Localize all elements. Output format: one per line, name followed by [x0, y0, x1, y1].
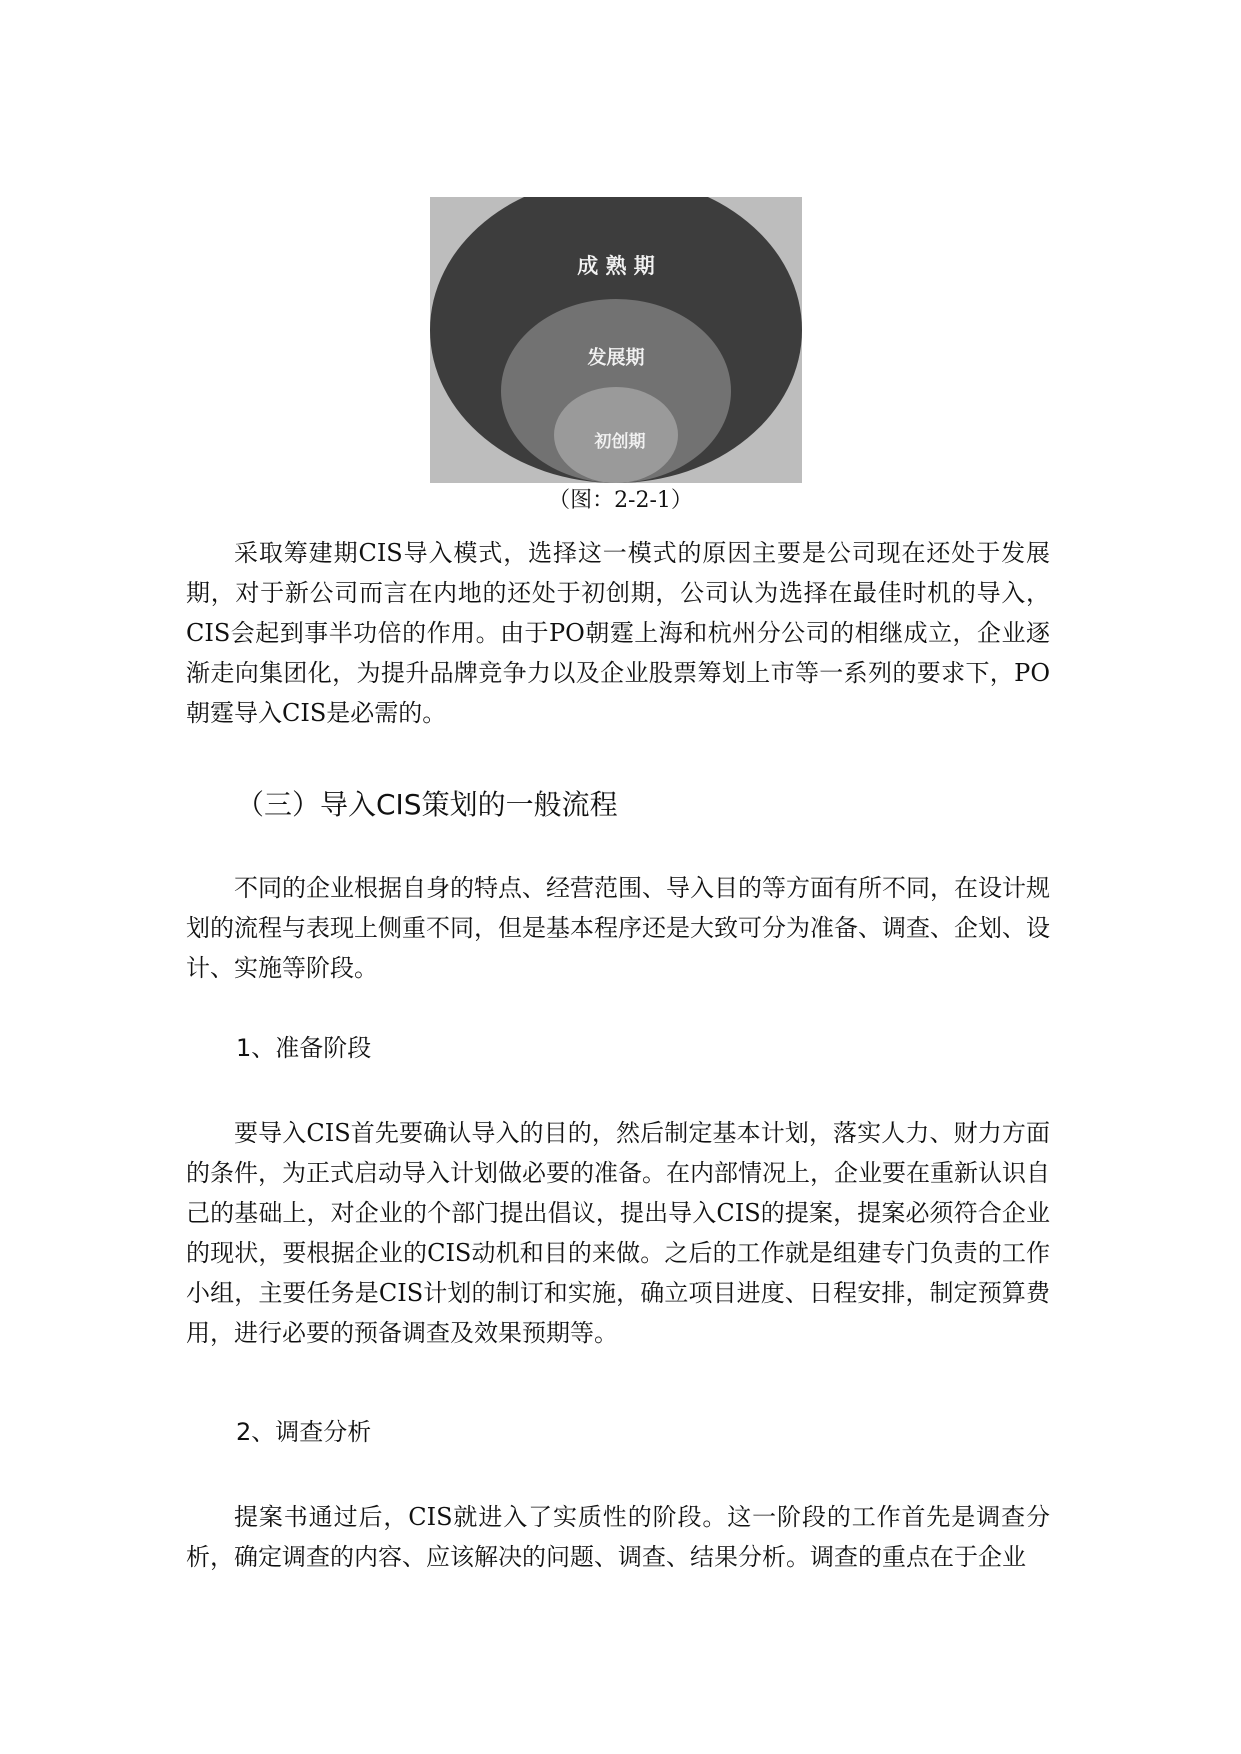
startup-stage-label: 初创期 [594, 432, 646, 452]
paragraph-3: 要导入CIS首先要确认导入的目的，然后制定基本计划，落实人力、财力方面的条件，为正式启动导入计划做必要的准备。在内部情况上，企业要在重新认识自己的基础上，对企业的个部门提出倡议，提出导入CIS的提案，提案必须符合企业的现状，要根据企业的CIS动机和目的来做。之后的工作就是组建专门负责的工作小组，主要任务是CIS计划的制订和实施，确立项目进度、日程安排，制定预算费用，进行必要的预备调查及效果预期等。 [186, 1119, 1050, 1347]
nested-ellipses-diagram [430, 197, 802, 483]
step1-heading: 1、准备阶段 [236, 1034, 372, 1062]
figure-caption: （图：2-2-1） [548, 488, 693, 513]
paragraph-2: 不同的企业根据自身的特点、经营范围、导入目的等方面有所不同，在设计规划的流程与表现上侧重不同，但是基本程序还是大致可分为准备、调查、企划、设计、实施等阶段。 [186, 874, 1050, 982]
step2-heading: 2、调查分析 [236, 1418, 372, 1446]
stage-diagram [430, 197, 802, 483]
paragraph-1: 采取筹建期CIS导入模式，选择这一模式的原因主要是公司现在还处于发展期，对于新公司而言在内地的还处于初创期，公司认为选择在最佳时机的导入，CIS会起到事半功倍的作用。由于PO朝霆上海和杭州分公司的相继成立，企业逐渐走向集团化，为提升品牌竞争力以及企业股票筹划上市等一系列的要求下，PO朝霆导入CIS是必需的。 [186, 539, 1050, 727]
growth-stage-label: 发展期 [587, 346, 645, 369]
paragraph-4: 提案书通过后，CIS就进入了实质性的阶段。这一阶段的工作首先是调查分析，确定调查的内容、应该解决的问题、调查、结果分析。调查的重点在于企业 [186, 1503, 1050, 1571]
section-heading: （三）导入CIS策划的一般流程 [236, 788, 618, 821]
mature-stage-label: 成 熟 期 [577, 254, 655, 278]
